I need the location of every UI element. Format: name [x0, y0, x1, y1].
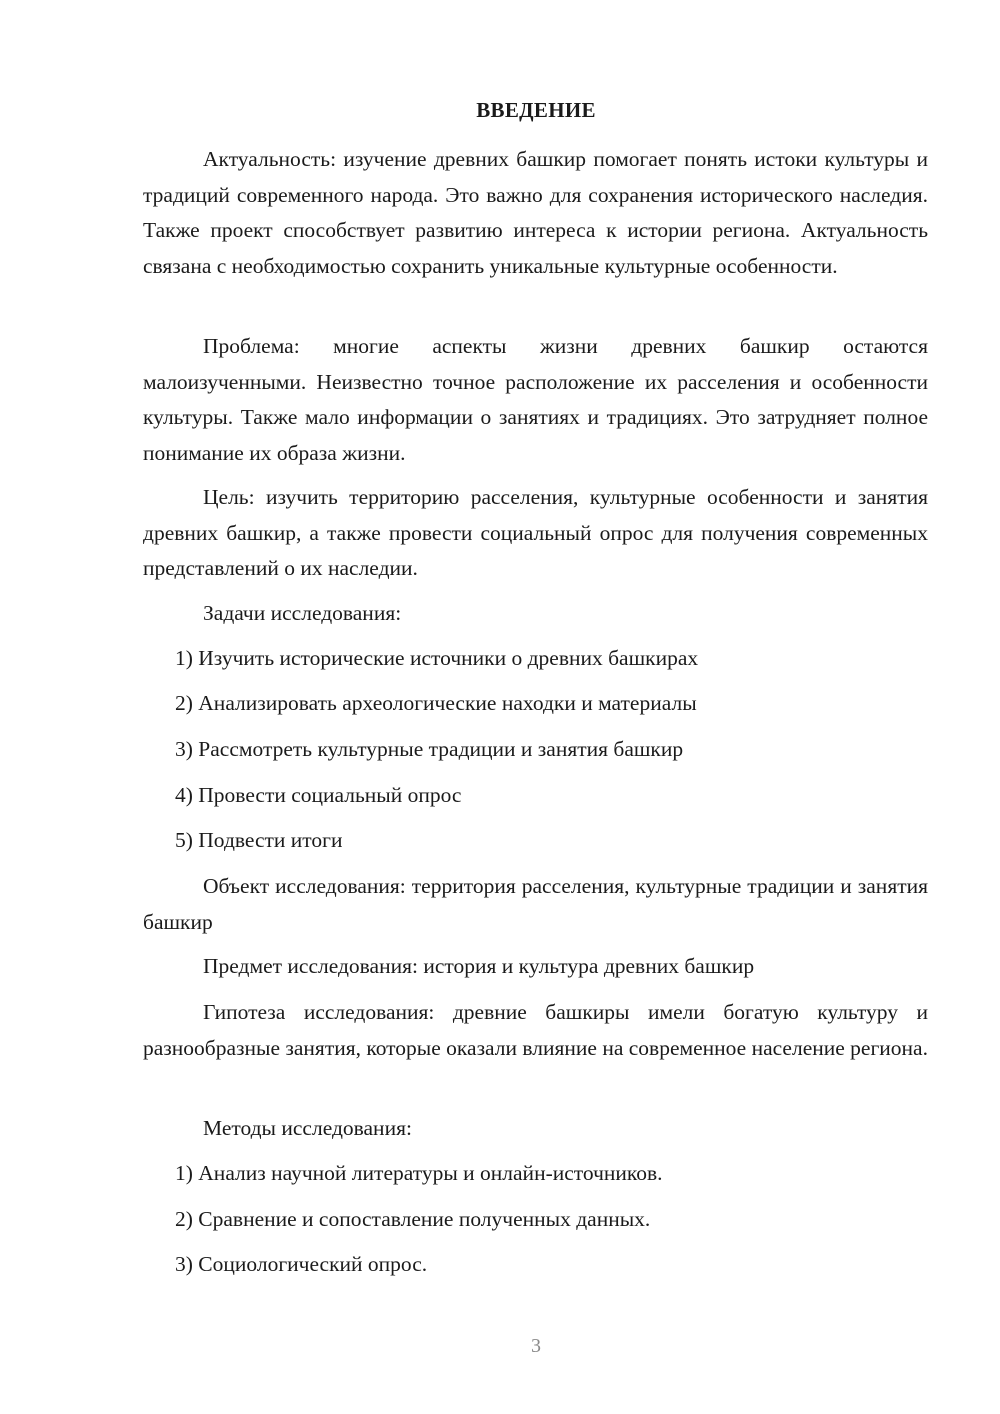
- hypothesis-paragraph: Гипотеза исследования: древние башкиры имели богатую культуру и разнообразные занятия, которые оказали влияние на современное население региона.: [143, 1000, 928, 1060]
- task-item-1: 1) Изучить исторические источники о древних башкирах: [175, 646, 699, 670]
- relevance-paragraph: Актуальность: изучение древних башкир помогает понять истоки культуры и традиций современного народа. Это важно для сохранения исторического наследия. Также проект способствует развитию интереса к истории региона. Актуальность связана с необходимостью сохранить уникальные культурные особенности.: [143, 147, 928, 278]
- method-item-1: 1) Анализ научной литературы и онлайн-источников.: [175, 1161, 663, 1185]
- subject-paragraph: Предмет исследования: история и культура древних башкир: [203, 954, 755, 978]
- methods-title: Методы исследования:: [203, 1116, 412, 1140]
- task-item-4: 4) Провести социальный опрос: [175, 783, 462, 807]
- problem-paragraph: Проблема: многие аспекты жизни древних башкир остаются малоизученными. Неизвестно точное расположение их расселения и особенности культуры. Также мало информации о занятиях и традициях. Это затрудняет полное понимание их образа жизни.: [143, 334, 928, 465]
- task-item-3: 3) Рассмотреть культурные традиции и занятия башкир: [175, 737, 684, 761]
- task-item-2: 2) Анализировать археологические находки и материалы: [175, 691, 697, 715]
- page-heading: ВВЕДЕНИЕ: [476, 98, 596, 122]
- goal-paragraph: Цель: изучить территорию расселения, культурные особенности и занятия древних башкир, а также провести социальный опрос для получения современных представлений о их наследии.: [143, 485, 928, 580]
- tasks-title: Задачи исследования:: [203, 601, 402, 625]
- method-item-2: 2) Сравнение и сопоставление полученных данных.: [175, 1207, 651, 1231]
- object-paragraph: Объект исследования: территория расселения, культурные традиции и занятия башкир: [143, 874, 928, 934]
- method-item-3: 3) Социологический опрос.: [175, 1252, 428, 1276]
- task-item-5: 5) Подвести итоги: [175, 828, 343, 852]
- page-number: 3: [531, 1335, 541, 1357]
